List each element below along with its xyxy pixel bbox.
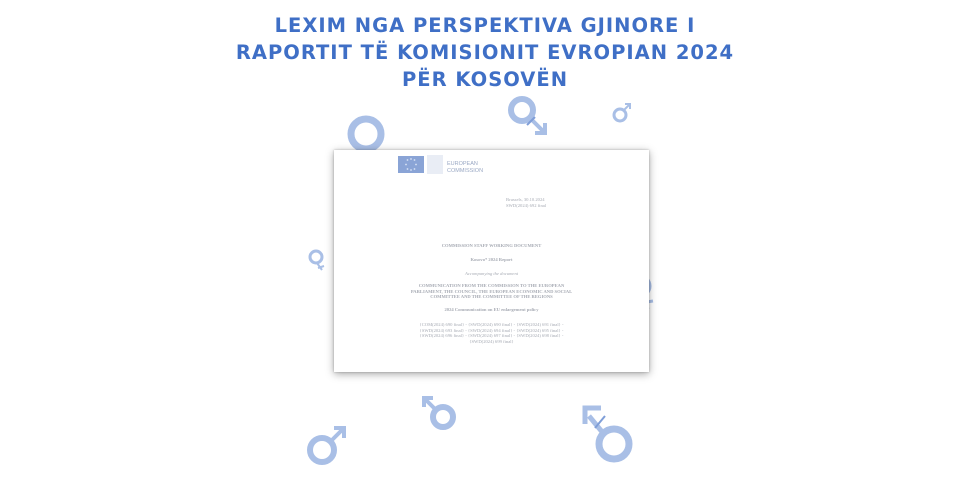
logo-mark	[427, 155, 443, 174]
communication-title: COMMUNICATION FROM THE COMMISSION TO THE EUROPEAN PARLIAMENT, THE COUNCIL, THE EUROPEAN ECONOMIC AND SOCIAL COMMITTEE AND THE COMMITTEE OF THE REGIONS	[410, 283, 573, 300]
eu-flag-icon	[398, 156, 424, 173]
male-symbol-icon	[505, 93, 549, 137]
report-title: Kosovo* 2024 Report	[470, 257, 513, 262]
policy-title: 2024 Communication on EU enlargement policy	[444, 307, 539, 312]
doc-reference: SWD(2024) 692 final	[506, 202, 547, 208]
title-line-2: RAPORTIT TË KOMISIONIT EVROPIAN 2024	[235, 41, 735, 64]
small-female-symbol-icon	[306, 248, 328, 272]
report-cover-page	[334, 150, 649, 372]
document-references: {COM(2024) 690 final} - {SWD(2024) 690 final} - {SWD(2024) 691 final} - {SWD(2024) 693 final} - {SWD(2024) 694 final} - {SWD(2024) 695 final} - {SWD(2024) 696 final} - {SWD(2024) 697 final} - {SWD(2024) 698 final} - {SWD(2024) 699 final}	[419, 322, 564, 344]
accompanying-text: Accompanying the document	[464, 271, 519, 276]
place-date: Brussels, 30.10.2024	[506, 197, 545, 202]
male-symbol-icon	[302, 422, 350, 470]
male-symbol-icon	[420, 395, 460, 433]
doc-type: COMMISSION STAFF WORKING DOCUMENT	[441, 243, 542, 248]
page-title	[0, 12, 970, 93]
title-line-3: PËR KOSOVËN	[401, 68, 569, 91]
date-reference	[506, 197, 546, 208]
male-symbol-icon	[581, 402, 639, 468]
small-male-symbol-icon	[611, 100, 633, 126]
institution-name: EUROPEAN COMMISSION	[447, 161, 484, 174]
title-line-1: LEXIM NGA PERSPEKTIVA GJINORE I	[274, 14, 696, 37]
